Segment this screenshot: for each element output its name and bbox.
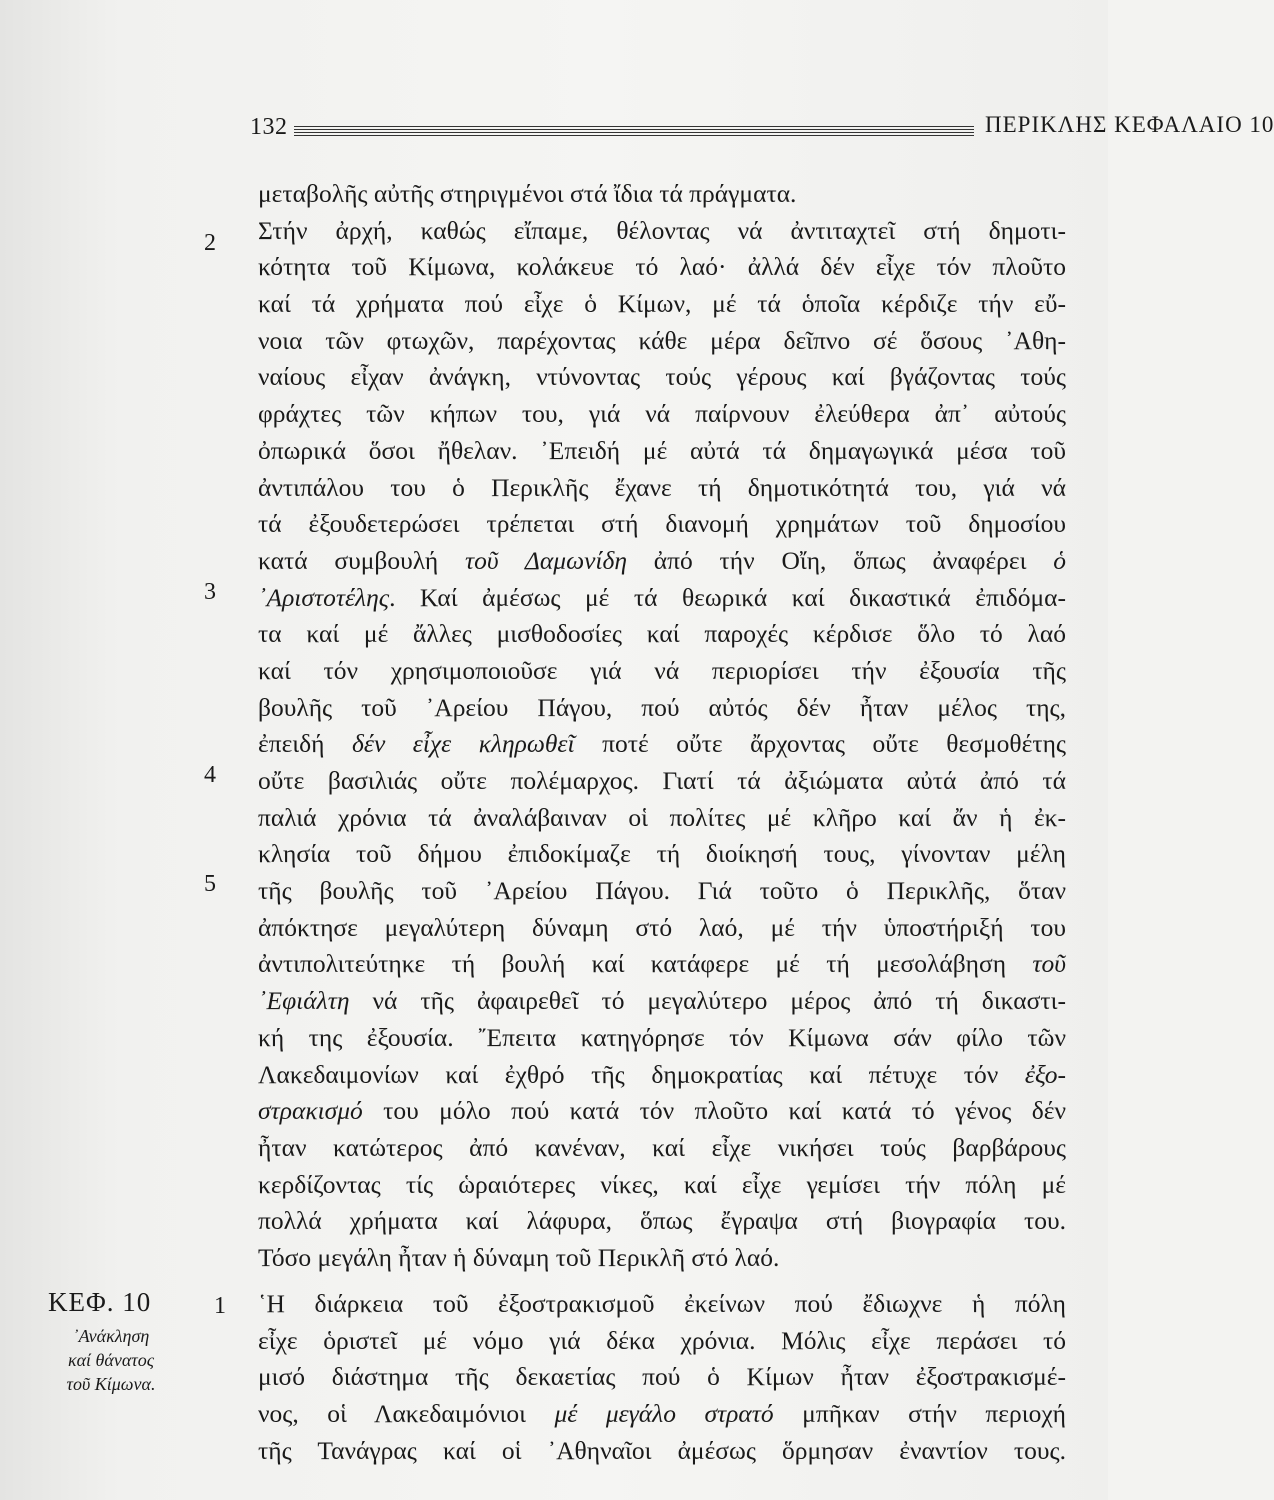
- text-run: . Καί ἀμέσως μέ τά θεωρικά καί δικαστικά ἐπιδόμα-: [389, 582, 1066, 612]
- text-line: [258, 726, 1066, 763]
- chapter-10-text: [258, 1286, 1066, 1469]
- page-header: [250, 108, 1274, 148]
- chapter-sidenote: [48, 1287, 188, 1396]
- text-line: Στήν ἀρχή, καθώς εἴπαμε, θέλοντας νά ἀντιταχτεῖ στή δημοτι-: [258, 215, 1066, 245]
- text-line: μισό διάστημα τῆς δεκαετίας πού ὁ Κίμων ἦταν ἐξοστρακισμέ-: [258, 1362, 1066, 1392]
- text-line: [258, 1057, 1066, 1094]
- text-run: κατά συμβουλή: [258, 545, 439, 575]
- text-line: οὔτε βασιλιάς οὔτε πολέμαρχος. Γιατί τά ἀξιώματα αὐτά ἀπό τά: [258, 766, 1066, 795]
- text-line: ὀπωρικά ὅσοι ἤθελαν. ᾿Επειδή μέ αὐτά τά δημαγωγικά μέσα τοῦ: [258, 435, 1066, 465]
- text-line: Τόσο μεγάλη ἦταν ἡ δύναμη τοῦ Περικλῆ στό λαό.: [258, 1242, 780, 1272]
- text-run: ἀντιπολιτεύτηκε τή βουλή καί κατάφερε μέ τή μεσολάβηση: [258, 949, 1007, 979]
- text-line: [258, 543, 1066, 580]
- text-line: [258, 983, 1066, 1020]
- text-line: καί τόν χρησιμοποιοῦσε γιά νά περιορίσει τήν ἐξουσία τῆς: [258, 655, 1066, 685]
- text-line: [258, 1093, 1066, 1130]
- chapter-title-line: ᾿Ανάκληση: [72, 1326, 150, 1346]
- chapter-label: ΚΕΦ. 10: [48, 1287, 152, 1317]
- text-run: ποτέ οὔτε ἄρχοντας οὔτε θεσμοθέτης: [602, 729, 1066, 759]
- text-run: νά τῆς ἀφαιρεθεῖ τό μεγαλύτερο μέρος ἀπό τή δικαστι-: [372, 986, 1067, 1016]
- text-run: του μόλο πού κατά τόν πλοῦτο καί κατά τό γένος δέν: [383, 1096, 1067, 1126]
- text-line: καί τά χρήματα πού εἶχε ὁ Κίμων, μέ τά ὁποῖα κέρδιζε τήν εὔ-: [258, 289, 1066, 319]
- paragraph-number: 5: [204, 871, 216, 897]
- text-line: μεταβολῆς αὐτῆς στηριγμένοι στά ἴδια τά πράγματα.: [258, 179, 797, 208]
- text-run: Λακεδαιμονίων καί ἐχθρό τῆς δημοκρατίας καί πέτυχε τόν: [258, 1059, 999, 1089]
- paragraph-number: 4: [204, 762, 216, 788]
- italic-run: μέ μεγάλο στρατό: [554, 1399, 774, 1429]
- text-line: κή της ἐξουσία. ῎Επειτα κατηγόρησε τόν Κίμωνα σάν φίλο τῶν: [258, 1022, 1066, 1052]
- text-line: ναίους εἶχαν ἀνάγκη, ντύνοντας τούς γέρους καί βγάζοντας τούς: [258, 362, 1066, 392]
- italic-run: ᾿Αριστοτέλης: [258, 582, 390, 612]
- text-line: εἶχε ὁριστεῖ μέ νόμο γιά δέκα χρόνια. Μόλις εἶχε περάσει τό: [258, 1325, 1066, 1355]
- italic-run: στρακισμό: [258, 1096, 363, 1126]
- text-line: ἦταν κατώτερος ἀπό κανέναν, καί εἶχε νικήσει τούς βαρβάρους: [258, 1132, 1066, 1162]
- chapter-title: [48, 1324, 174, 1396]
- chapter-title-line: καί θάνατος: [67, 1350, 155, 1370]
- text-line: νοια τῶν φτωχῶν, παρέχοντας κάθε μέρα δεῖπνο σέ ὅσους ᾿Αθη-: [258, 325, 1066, 355]
- text-line: [258, 580, 1066, 617]
- italic-run: τοῦ: [1032, 949, 1066, 979]
- text-line: [258, 1396, 1066, 1433]
- running-head: ΠΕΡΙΚΛΗΣ ΚΕΦΑΛΑΙΟ 10: [985, 112, 1274, 137]
- text-line: παλιά χρόνια τά ἀναλάβαιναν οἱ πολίτες μέ κλῆρο καί ἄν ἡ ἐκ-: [258, 802, 1066, 832]
- body-text: [258, 176, 1066, 1277]
- text-line: τῆς Τανάγρας καί οἱ ᾿Αθηναῖοι ἀμέσως ὅρμησαν ἐναντίον τους.: [258, 1435, 1066, 1465]
- text-run: νος, οἱ Λακεδαιμόνιοι: [258, 1399, 527, 1429]
- text-line: τά ἐξουδετερώσει τρέπεται στή διανομή χρημάτων τοῦ δημοσίου: [258, 509, 1066, 539]
- text-line: κερδίζοντας τίς ὡραιότερες νίκες, καί εἶχε γεμίσει τήν πόλη μέ: [258, 1169, 1066, 1199]
- text-line: τῆς βουλῆς τοῦ ᾿Αρείου Πάγου. Γιά τοῦτο ὁ Περικλῆς, ὅταν: [258, 876, 1066, 906]
- text-line: τα καί μέ ἄλλες μισθοδοσίες καί παροχές κέρδισε ὅλο τό λαό: [258, 619, 1066, 649]
- paragraph-number: 3: [204, 579, 216, 605]
- text-run: ἐπειδή: [258, 729, 325, 759]
- text-line: βουλῆς τοῦ ᾿Αρείου Πάγου, πού αὐτός δέν ἦταν μέλος της,: [258, 692, 1066, 722]
- italic-run: δέν εἶχε κληρωθεῖ: [352, 729, 575, 759]
- chapter-title-line: τοῦ Κίμωνα.: [66, 1374, 156, 1394]
- italic-run: ᾿Εφιάλτη: [258, 986, 350, 1016]
- text-run: μπῆκαν στήν περιοχή: [802, 1399, 1066, 1429]
- italic-run: ὁ: [1053, 545, 1066, 575]
- page-number: 132: [250, 114, 288, 140]
- text-line: ἀντιπάλου του ὁ Περικλῆς ἔχανε τή δημοτικότητά του, γιά νά: [258, 472, 1066, 502]
- header-rule: [294, 126, 974, 137]
- italic-run: ἐξο-: [1024, 1059, 1067, 1089]
- text-line: ῾Η διάρκεια τοῦ ἐξοστρακισμοῦ ἐκείνων πού ἔδιωχνε ἡ πόλη: [258, 1289, 1066, 1318]
- paragraph-number: 1: [214, 1293, 226, 1319]
- text-line: πολλά χρήματα καί λάφυρα, ὅπως ἔγραψα στή βιογραφία του.: [258, 1206, 1066, 1236]
- text-line: [258, 946, 1066, 983]
- italic-run: τοῦ Δαμωνίδη: [465, 545, 627, 575]
- text-line: κλησία τοῦ δήμου ἐπιδοκίμαζε τή διοίκησή τους, γίνονταν μέλη: [258, 839, 1066, 869]
- text-line: ἀπόκτησε μεγαλύτερη δύναμη στό λαό, μέ τήν ὑποστήριξή του: [258, 912, 1066, 942]
- text-line: κότητα τοῦ Κίμωνα, κολάκευε τό λαό· ἀλλά δέν εἶχε τόν πλοῦτο: [258, 252, 1066, 282]
- text-run: ἀπό τήν Οἴη, ὅπως ἀναφέρει: [653, 545, 1027, 575]
- paragraph-number: 2: [204, 230, 216, 256]
- text-line: φράχτες τῶν κήπων του, γιά νά παίρνουν ἐλεύθερα ἀπ᾿ αὐτούς: [258, 399, 1066, 429]
